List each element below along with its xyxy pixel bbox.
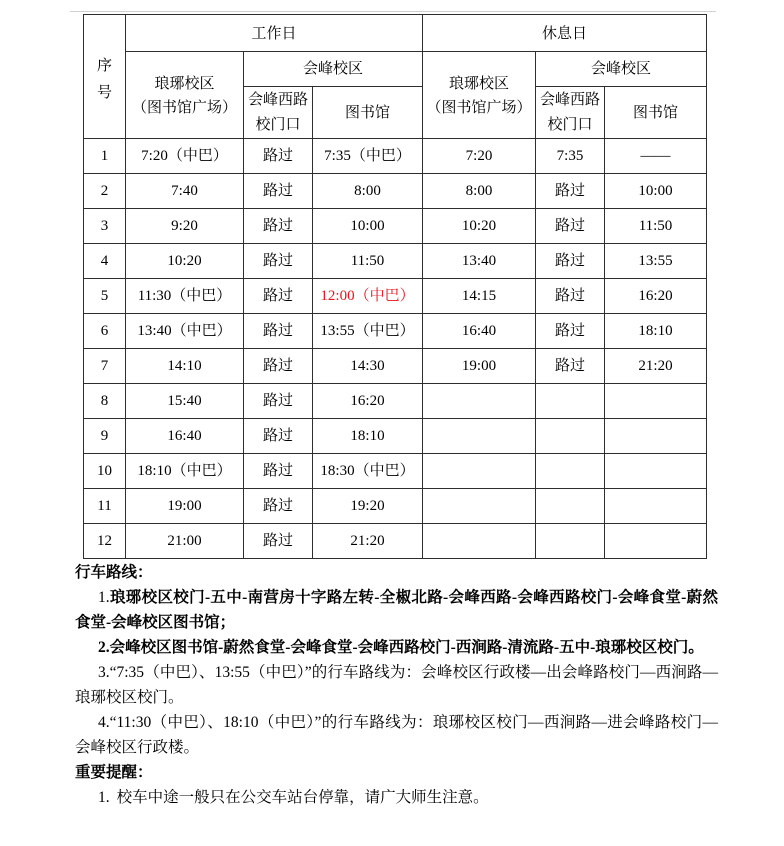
restday-langya-header [423, 52, 535, 138]
restday-library-header: 图书馆 [605, 87, 706, 138]
restday-langya-time [423, 419, 535, 453]
workday-library-time: 11:50 [313, 244, 422, 278]
seq-header-label: 序号 [96, 57, 112, 101]
restday-langya-time [423, 524, 535, 558]
restday-langya-time [423, 454, 535, 488]
workday-library-time: 16:20 [313, 384, 422, 418]
restday-huifeng-header: 会峰校区 [536, 52, 706, 86]
seq-header [84, 15, 125, 138]
restday-library-time [605, 489, 706, 523]
workday-west-gate-label: 会峰西路校门口 [247, 91, 308, 133]
workday-west-gate-time: 路过 [244, 384, 312, 418]
workday-west-gate-time: 路过 [244, 209, 312, 243]
route-item-number: 1. [98, 589, 110, 606]
workday-langya-name: 琅琊校区 [154, 76, 215, 92]
workday-langya-time: 16:40 [126, 419, 243, 453]
restday-west-gate-time: 路过 [536, 244, 604, 278]
seq-number: 3 [84, 209, 125, 243]
workday-west-gate-time: 路过 [244, 349, 312, 383]
workday-west-gate-time: 路过 [244, 174, 312, 208]
route-item-number: 3. [98, 664, 110, 681]
restday-west-gate-time: 7:35 [536, 139, 604, 173]
seq-number: 2 [84, 174, 125, 208]
restday-library-time [605, 524, 706, 558]
workday-langya-time: 19:00 [126, 489, 243, 523]
workday-west-gate-time: 路过 [244, 524, 312, 558]
restday-west-gate-time: 路过 [536, 349, 604, 383]
restday-west-gate-time [536, 419, 604, 453]
restday-langya-time: 13:40 [423, 244, 535, 278]
restday-library-time: 18:10 [605, 314, 706, 348]
workday-library-time: 19:20 [313, 489, 422, 523]
restday-langya-name: 琅琊校区 [448, 76, 509, 92]
seq-number: 7 [84, 349, 125, 383]
workday-huifeng-header: 会峰校区 [244, 52, 422, 86]
workday-library-time: 14:30 [313, 349, 422, 383]
route-item-text: 会峰校区图书馆-蔚然食堂-会峰食堂-会峰西路校门-西涧路-清流路-五中-琅琊校区校门。 [109, 639, 704, 656]
workday-langya-time: 13:40（中巴） [126, 314, 243, 348]
workday-header: 工作日 [126, 15, 422, 51]
seq-number: 12 [84, 524, 125, 558]
seq-number: 4 [84, 244, 125, 278]
restday-library-time [605, 454, 706, 488]
routes-heading: 行车路线： [75, 564, 153, 581]
restday-library-time [605, 384, 706, 418]
reminder-heading: 重要提醒： [75, 764, 153, 781]
route-item-text: “7:35（中巴）、13:55（中巴）”的行车路线为：会峰校区行政楼—出会峰路校门—西涧路—琅琊校区校门。 [75, 664, 718, 706]
workday-langya-time: 15:40 [126, 384, 243, 418]
restday-langya-time: 7:20 [423, 139, 535, 173]
route-item-1 [75, 585, 718, 635]
restday-library-time: 16:20 [605, 279, 706, 313]
seq-number: 11 [84, 489, 125, 523]
restday-west-gate-time [536, 524, 604, 558]
workday-library-time: 12:00（中巴） [313, 279, 422, 313]
workday-library-time: 7:35（中巴） [313, 139, 422, 173]
restday-west-gate-time [536, 454, 604, 488]
workday-west-gate-time: 路过 [244, 279, 312, 313]
restday-langya-note: （图书馆广场） [426, 100, 532, 116]
workday-west-gate-time: 路过 [244, 314, 312, 348]
restday-langya-time: 16:40 [423, 314, 535, 348]
route-item-2 [75, 635, 718, 660]
route-item-4 [75, 710, 718, 760]
workday-west-gate-time: 路过 [244, 454, 312, 488]
workday-langya-note: （图书馆广场） [131, 100, 237, 116]
workday-langya-time: 11:30（中巴） [126, 279, 243, 313]
restday-library-time: 11:50 [605, 209, 706, 243]
route-item-text: “11:30（中巴）、18:10（中巴）”的行车路线为：琅琊校区校门—西涧路—进会峰路校门—会峰校区行政楼。 [75, 714, 718, 756]
reminder-item-1 [75, 785, 718, 810]
restday-langya-time: 10:20 [423, 209, 535, 243]
restday-library-time: 13:55 [605, 244, 706, 278]
restday-west-gate-time: 路过 [536, 279, 604, 313]
restday-library-time: 21:20 [605, 349, 706, 383]
restday-west-gate-time [536, 489, 604, 523]
restday-west-gate-time: 路过 [536, 174, 604, 208]
route-item-number: 2. [98, 639, 110, 656]
workday-langya-time: 14:10 [126, 349, 243, 383]
workday-library-time: 18:10 [313, 419, 422, 453]
seq-number: 9 [84, 419, 125, 453]
workday-west-gate-time: 路过 [244, 419, 312, 453]
seq-number: 6 [84, 314, 125, 348]
restday-west-gate-time: 路过 [536, 314, 604, 348]
restday-langya-time: 19:00 [423, 349, 535, 383]
top-rule [70, 11, 716, 12]
workday-langya-time: 18:10（中巴） [126, 454, 243, 488]
seq-number: 5 [84, 279, 125, 313]
restday-west-gate-header [536, 87, 604, 138]
restday-west-gate-time [536, 384, 604, 418]
restday-header: 休息日 [423, 15, 706, 51]
workday-langya-header [126, 52, 243, 138]
workday-west-gate-time: 路过 [244, 244, 312, 278]
restday-langya-time: 14:15 [423, 279, 535, 313]
restday-west-gate-label: 会峰西路校门口 [539, 91, 600, 133]
route-item-3 [75, 660, 718, 710]
workday-west-gate-time: 路过 [244, 139, 312, 173]
workday-west-gate-header [244, 87, 312, 138]
restday-langya-time [423, 489, 535, 523]
workday-library-time: 8:00 [313, 174, 422, 208]
workday-library-time: 18:30（中巴） [313, 454, 422, 488]
restday-library-time: —— [605, 139, 706, 173]
reminder-item-text: 校车中途一般只在公交车站台停靠，请广大师生注意。 [116, 789, 489, 806]
route-item-number: 4. [98, 714, 110, 731]
workday-west-gate-time: 路过 [244, 489, 312, 523]
workday-library-time: 10:00 [313, 209, 422, 243]
workday-langya-time: 9:20 [126, 209, 243, 243]
workday-library-time: 21:20 [313, 524, 422, 558]
route-item-text: 琅琊校区校门-五中-南营房十字路左转-全椒北路-会峰西路-会峰西路校门-会峰食堂-蔚然食堂-会峰校区图书馆； [75, 589, 718, 631]
workday-library-time: 13:55（中巴） [313, 314, 422, 348]
workday-langya-time: 7:40 [126, 174, 243, 208]
workday-library-header: 图书馆 [313, 87, 422, 138]
notes-section [75, 560, 718, 810]
restday-library-time [605, 419, 706, 453]
seq-number: 10 [84, 454, 125, 488]
restday-library-time: 10:00 [605, 174, 706, 208]
restday-langya-time: 8:00 [423, 174, 535, 208]
schedule-table [83, 14, 707, 559]
reminder-item-number: 1. [98, 789, 110, 806]
restday-langya-time [423, 384, 535, 418]
restday-west-gate-time: 路过 [536, 209, 604, 243]
workday-langya-time: 7:20（中巴） [126, 139, 243, 173]
seq-number: 8 [84, 384, 125, 418]
workday-langya-time: 21:00 [126, 524, 243, 558]
workday-langya-time: 10:20 [126, 244, 243, 278]
seq-number: 1 [84, 139, 125, 173]
